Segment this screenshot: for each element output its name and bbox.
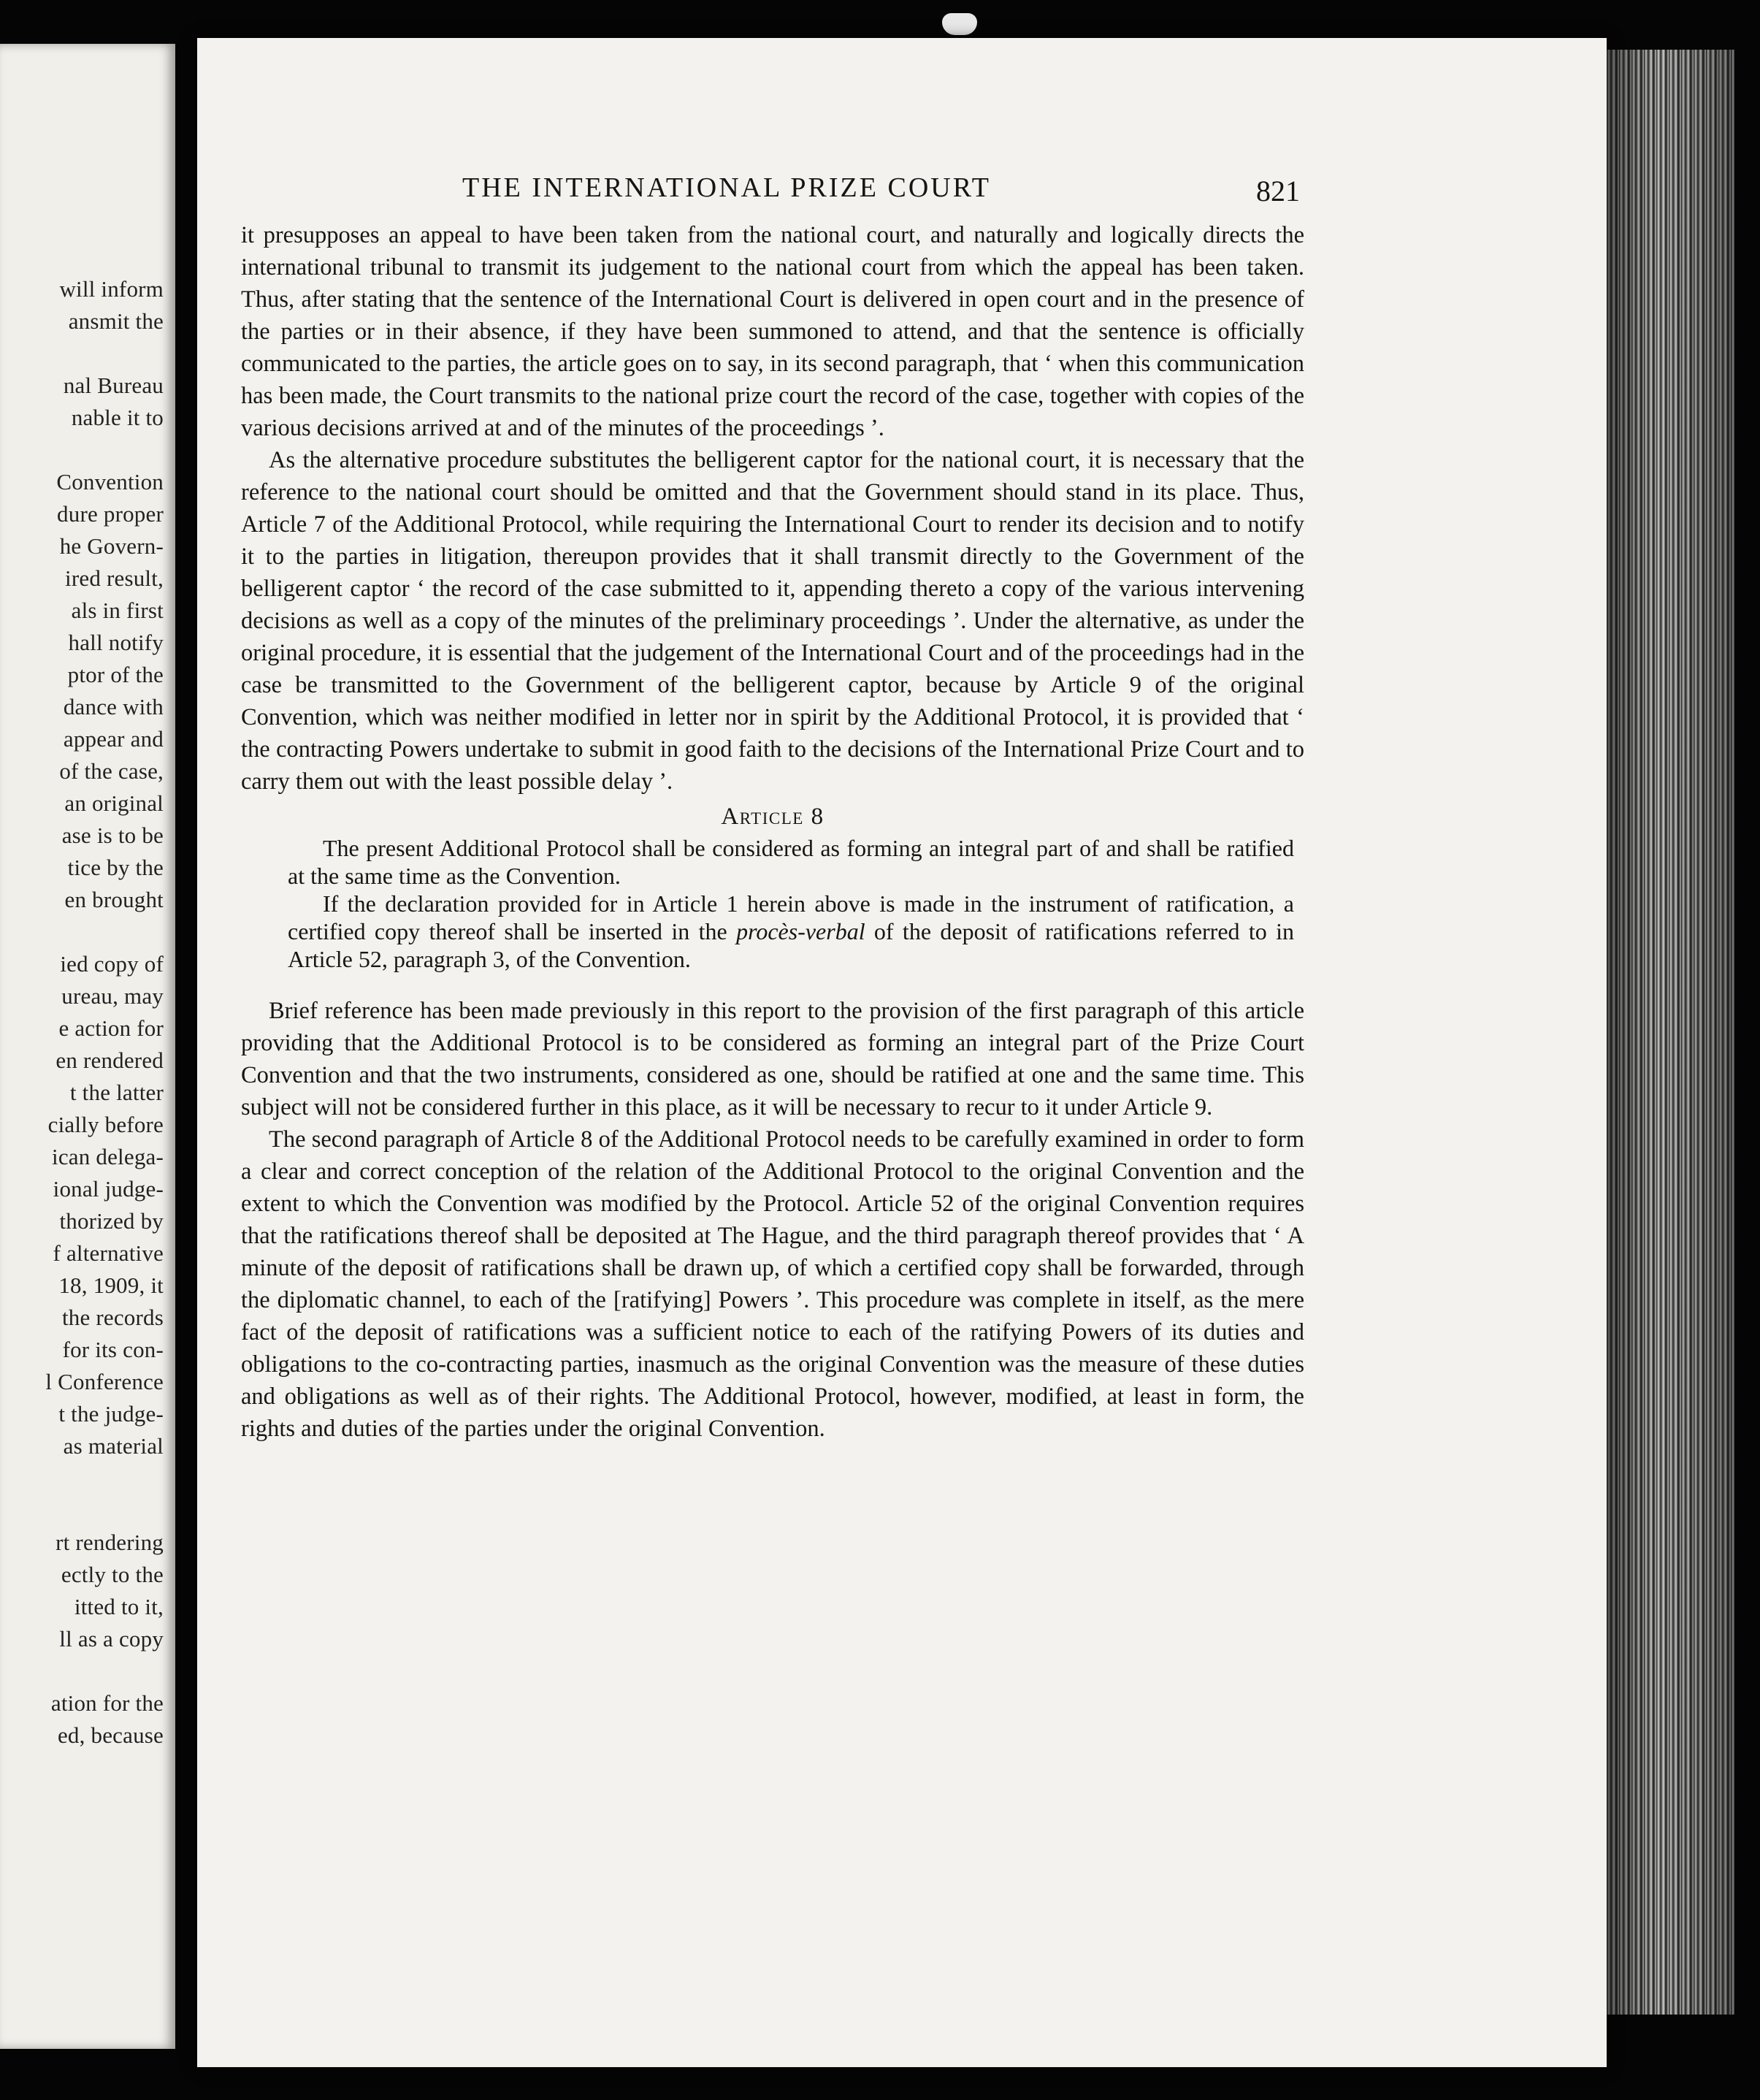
left-page-line: will inform	[59, 276, 164, 302]
left-page-line: as material	[63, 1433, 164, 1459]
paragraph-2: As the alternative procedure substitutes the belligerent captor for the national court, it is necessary that the reference to the national court should be omitted and that the Government should stand in its place. Thus, Article 7 of the Additional Protocol, while requiring the International Court to render its decision and to notify it to the parties in litigation, thereupon provides that it shall transmit directly to the Government of the belligerent captor ‘ the record of the case submitted to it, appending thereto a copy of the various intervening decisions as well as a copy of the minutes of the preliminary proceedings ’. Under the alternative, as under the original procedure, it is essential that the judgement of the International Court and of the proceedings had in the case be transmitted to the Government of the belligerent captor, because by Article 9 of the original Convention, which was neither modified in letter nor in spirit by the Additional Protocol, it is provided that ‘ the contracting Powers undertake to submit in good faith to the decisions of the International Prize Court and to carry them out with the least possible delay ’.	[241, 447, 1304, 795]
article-heading: Article 8	[721, 803, 824, 830]
left-page-line: thorized by	[59, 1208, 164, 1234]
left-page-line: l Conference	[45, 1369, 164, 1394]
left-page-line: nable it to	[71, 405, 164, 430]
binding-clip	[942, 13, 977, 35]
left-page-line: an original	[64, 790, 164, 816]
left-page-line: he Govern-	[59, 533, 164, 559]
left-page-line: ired result,	[65, 565, 164, 591]
left-page-line: ied copy of	[60, 951, 164, 977]
left-page-line: f alternative	[53, 1240, 164, 1266]
left-page-line: of the case,	[59, 758, 164, 784]
page-stack-shade	[1607, 50, 1734, 2015]
left-page-line: t the judge-	[58, 1401, 164, 1427]
body-text	[241, 219, 1304, 1445]
paragraph-4: The second paragraph of Article 8 of the Additional Protocol needs to be carefully examined in order to form a clear and correct conception of the relation of the Additional Protocol to the original Convention and the extent to which the Convention was modified by the Protocol. Article 52 of the original Convention requires that the ratifications thereof shall be deposited at The Hague, and the third paragraph thereof provides that ‘ A minute of the deposit of ratifications shall be drawn up, of which a certified copy shall be forwarded, through the diplomatic channel, to each of the [ratifying] Powers ’. This procedure was complete in itself, as the mere fact of the deposit of ratifications was a sufficient notice to each of the ratifying Powers of its duties and obligations to the co-contracting parties, inasmuch as the original Convention was the measure of these duties and obligations as well as of their rights. The Additional Protocol, however, modified, at least in form, the rights and duties of the parties under the original Convention.	[241, 1126, 1304, 1442]
left-page-line: ican delega-	[52, 1144, 164, 1169]
left-facing-page	[0, 44, 175, 2049]
left-page-line: cially before	[47, 1112, 164, 1137]
left-page-line: Convention	[56, 469, 164, 495]
left-page-line: ional judge-	[53, 1176, 164, 1202]
paragraph-3: Brief reference has been made previously in this report to the provision of the first paragraph of this article providing that the Additional Protocol is to be considered as forming an integral part of the Prize Court Convention and that the two instruments, considered as one, should be ratified at one and the same time. This subject will not be considered further in this place, as it will be necessary to recur to it under Article 9.	[241, 998, 1304, 1120]
left-page-line: itted to it,	[74, 1594, 164, 1619]
left-page-line: ansmit the	[68, 308, 164, 334]
left-page-line: dance with	[63, 694, 164, 719]
article-quote	[241, 834, 1304, 973]
left-page-line: en rendered	[56, 1047, 164, 1073]
left-page-line: e action for	[58, 1015, 164, 1041]
left-page-line: ureau, may	[61, 983, 164, 1009]
left-page-line: nal Bureau	[63, 373, 164, 398]
article-clause-1: The present Additional Protocol shall be considered as forming an integral part of and shall be ratified at the same time as the Convention.	[288, 835, 1294, 889]
article-clause-2	[288, 890, 1294, 973]
left-page-line: appear and	[63, 726, 164, 752]
clause-2-after: of the deposit of ratifications referred to in Article 52, paragraph 3, of the Convention.	[288, 918, 1295, 972]
clause-2-before: If the declaration provided for in Article 1 herein above is made in the instrument of ratification, a certified copy thereof shall be inserted in the	[288, 890, 1294, 944]
clause-2-italic: procès-verbal	[736, 918, 865, 944]
left-page-line: en brought	[64, 887, 164, 912]
left-page-line: ptor of the	[67, 662, 164, 687]
left-page-line: rt rendering	[56, 1530, 164, 1555]
page-number: 821	[1256, 175, 1300, 207]
left-page-line: hall notify	[68, 630, 164, 655]
left-page-line: ase is to be	[61, 822, 164, 848]
running-head: THE INTERNATIONAL PRIZE COURT	[462, 172, 991, 203]
left-page-line: for its con-	[62, 1337, 164, 1362]
left-page-line: als in first	[71, 597, 164, 623]
paragraph-1: it presupposes an appeal to have been taken from the national court, and naturally and logically directs the international tribunal to transmit its judgement to the national court from which the appeal has been taken. Thus, after stating that the sentence of the International Court is delivered in open court and in the presence of the parties or in their absence, if they have been summoned to attend, and that the sentence is officially communicated to the parties, the article goes on to say, in its second paragraph, that ‘ when this communication has been made, the Court transmits to the national prize court the record of the case, together with copies of the various decisions arrived at and of the minutes of the proceedings ’.	[241, 222, 1304, 441]
left-page-line: t the latter	[69, 1080, 164, 1105]
left-page-line: 18, 1909, it	[58, 1272, 164, 1298]
left-page-line: ectly to the	[61, 1562, 164, 1587]
left-page-line: ation for the	[50, 1690, 164, 1716]
left-page-line: dure proper	[57, 501, 164, 527]
left-page-line: ll as a copy	[59, 1626, 164, 1652]
left-page-line: the records	[61, 1305, 164, 1330]
left-page-line: tice by the	[67, 855, 164, 880]
left-page-line: ed, because	[57, 1722, 164, 1748]
